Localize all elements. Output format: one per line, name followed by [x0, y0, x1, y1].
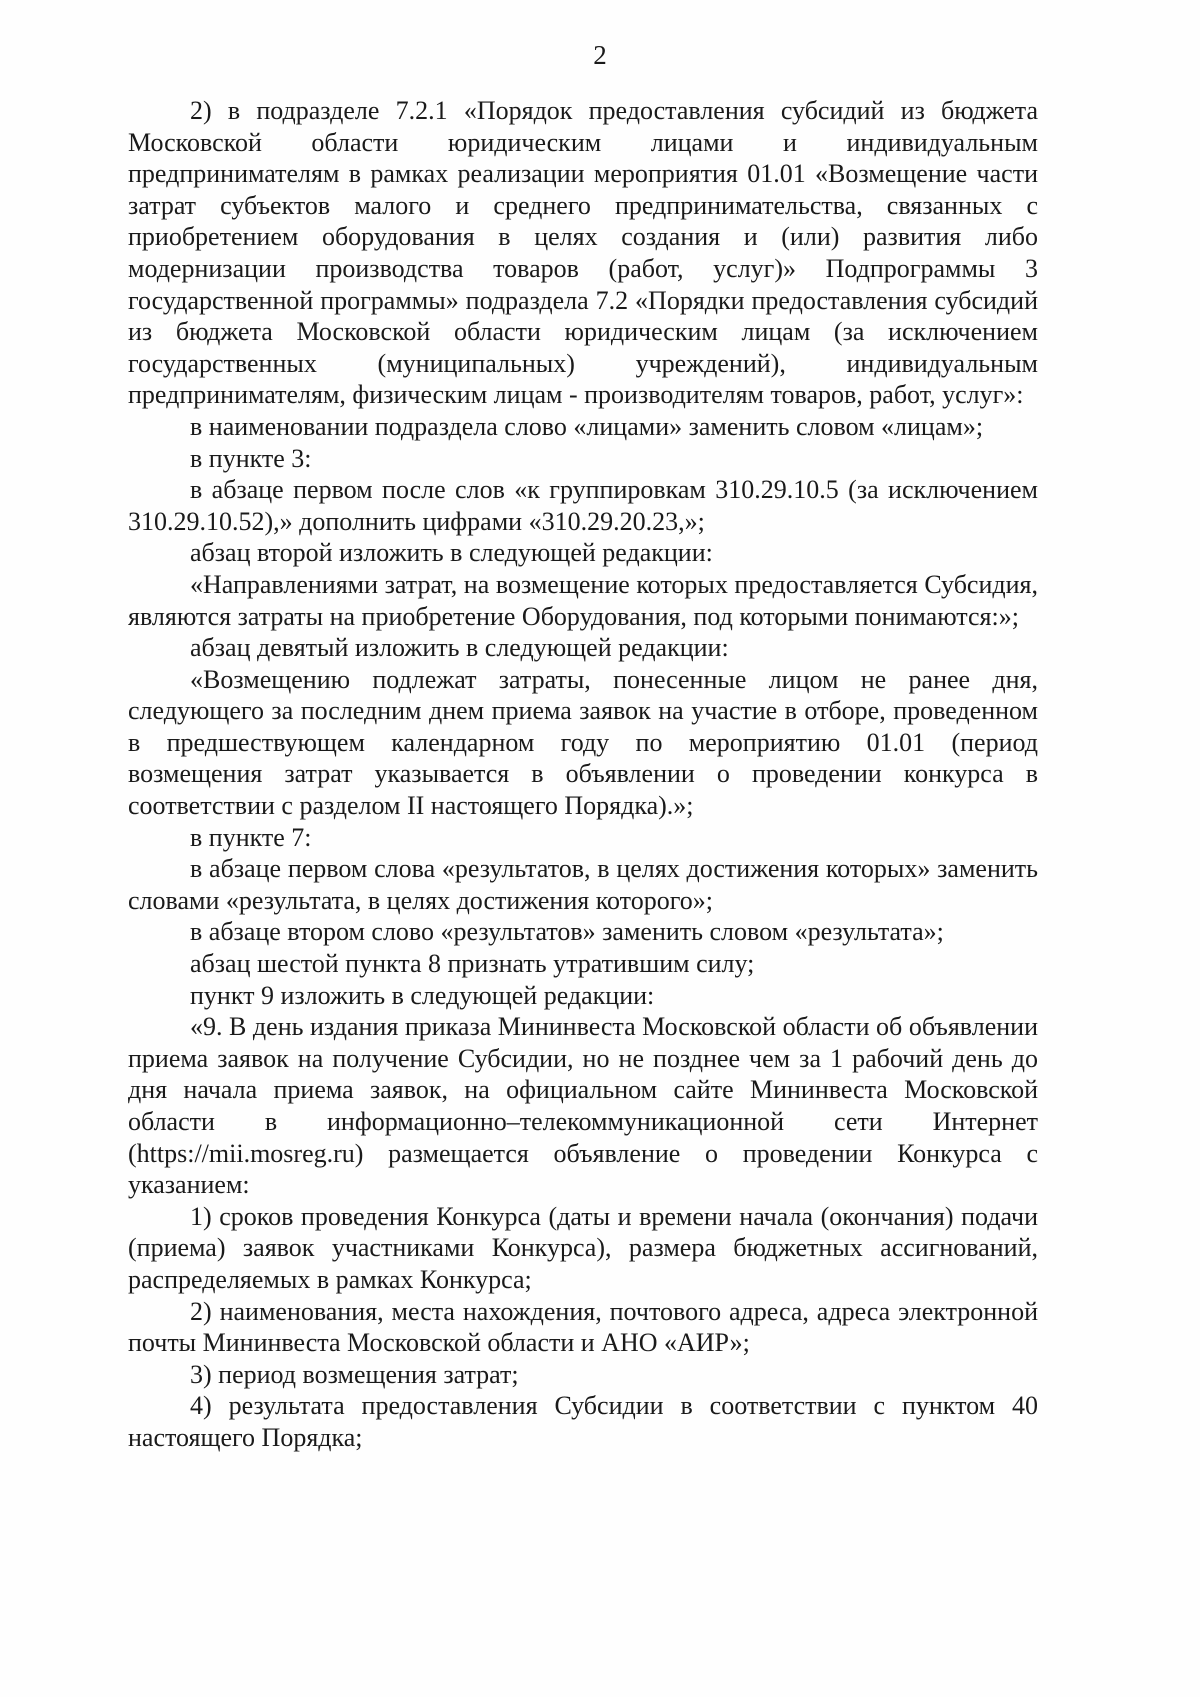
- paragraph-point-7-abz-2: в абзаце втором слово «результатов» заменить словом «результата»;: [190, 917, 944, 947]
- paragraph-point-9-intro: пункт 9 изложить в следующей редакции:: [190, 980, 655, 1010]
- paragraph-point-7: в пункте 7:: [190, 822, 312, 852]
- paragraph-point-9-quote: «9. В день издания приказа Мининвеста Московской области об объявлении приема заявок на получение Субсидии, но не позднее чем за 1 рабочий день до дня начала приема заявок, на официальном сайте Мининвеста Московской области в информационно–телекоммуникационной сети Интернет (https://mii.mosreg.ru) размещается объявление о проведении Конкурса с указанием:: [128, 1012, 1038, 1200]
- paragraph-point-8-abz-6: абзац шестой пункта 8 признать утратившим силу;: [190, 949, 755, 979]
- list-item-1: 1) сроков проведения Конкурса (даты и времени начала (окончания) подачи (приема) заявок участниками Конкурса), размера бюджетных ассигнований, распределяемых в рамках Конкурса;: [128, 1201, 1038, 1294]
- paragraph-point-3-abz-1: в абзаце первом после слов «к группировкам 310.29.10.5 (за исключением 310.29.10.52),» дополнить цифрами «310.29.20.23,»;: [128, 475, 1038, 536]
- page-number: 2: [593, 40, 607, 70]
- paragraph-point-3-abz-2-quote: «Направлениями затрат, на возмещение которых предоставляется Субсидия, являются затраты на приобретение Оборудования, под которыми понимаются:»;: [128, 569, 1038, 631]
- list-item-2: 2) наименования, места нахождения, почтового адреса, адреса электронной почты Мининвеста Московской области и АНО «АИР»;: [128, 1296, 1038, 1358]
- paragraph-point-3-abz-2-intro: абзац второй изложить в следующей редакции:: [190, 538, 713, 568]
- document-body: [128, 95, 1038, 1454]
- paragraph-title-change: в наименовании подраздела слово «лицами» заменить словом «лицам»;: [190, 411, 984, 441]
- list-item-4: 4) результата предоставления Субсидии в соответствии с пунктом 40 настоящего Порядка;: [128, 1391, 1038, 1452]
- paragraph-point-3-abz-9-intro: абзац девятый изложить в следующей редакции:: [190, 633, 729, 663]
- paragraph-point-3-abz-9-quote: «Возмещению подлежат затраты, понесенные лицом не ранее дня, следующего за последним днем приема заявок на участие в отборе, проведенном в предшествующем календарном году по мероприятию 01.01 (период возмещения затрат указывается в объявлении о проведении конкурса в соответствии с разделом II настоящего Порядка).»;: [128, 664, 1038, 821]
- paragraph-point-3: в пункте 3:: [190, 443, 312, 473]
- paragraph-subsection-intro: 2) в подразделе 7.2.1 «Порядок предоставления субсидий из бюджета Московской области юридическим лицами и индивидуальным предпринимателям в рамках реализации мероприятия 01.01 «Возмещение части затрат субъектов малого и среднего предпринимательства, связанных с приобретением оборудования в целях создания и (или) развития либо модернизации производства товаров (работ, услуг)» Подпрограммы 3 государственной программы» подраздела 7.2 «Порядки предоставления субсидий из бюджета Московской области юридическим лицам (за исключением государственных (муниципальных) учреждений), индивидуальным предпринимателям, физическим лицам - производителям товаров, работ, услуг»:: [128, 96, 1038, 410]
- paragraph-point-7-abz-1: в абзаце первом слова «результатов, в целях достижения которых» заменить словами «результата, в целях достижения которого»;: [128, 854, 1038, 915]
- list-item-3: 3) период возмещения затрат;: [190, 1359, 519, 1389]
